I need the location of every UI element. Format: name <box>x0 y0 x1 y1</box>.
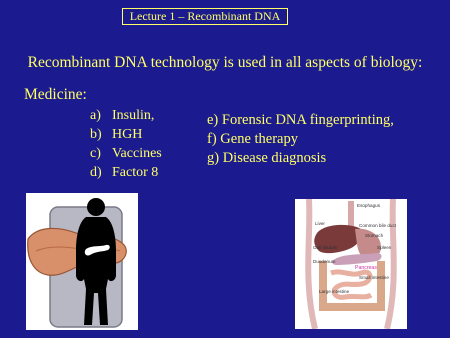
list-item <box>90 163 162 182</box>
list-item-text: Vaccines <box>112 146 162 161</box>
list-marker: a) <box>90 108 101 123</box>
list-item: e) Forensic DNA fingerprinting, <box>207 112 394 128</box>
list-item-text: Insulin, <box>112 108 155 123</box>
list-item <box>90 106 162 125</box>
label-duodenum: Duodenum <box>313 259 336 264</box>
label-common-bile-duct: Common bile duct <box>359 223 397 228</box>
lecture-title: Lecture 1 – Recombinant DNA <box>129 9 281 23</box>
list-item-text: Factor 8 <box>112 165 159 180</box>
digestive-anatomy-illustration <box>295 199 407 329</box>
esophagus-shape <box>348 201 354 227</box>
slide-headline: Recombinant DNA technology is used in all aspects of biology: <box>27 54 423 71</box>
label-small-intestine: Small intestine <box>359 275 389 280</box>
list-item <box>90 144 162 163</box>
label-stomach: Stomach <box>365 233 384 238</box>
applications-list-left <box>90 106 162 182</box>
applications-list-right <box>207 111 394 168</box>
list-item: g) Disease diagnosis <box>207 150 327 166</box>
list-item: f) Gene therapy <box>207 131 298 147</box>
list-marker: b) <box>90 127 102 142</box>
pancreas-silhouette-image <box>26 193 138 330</box>
list-item <box>90 125 162 144</box>
label-large-intestine: Large intestine <box>319 289 350 294</box>
label-pancreas: Pancreas <box>355 265 377 271</box>
digestive-anatomy-image <box>295 199 407 329</box>
label-liver: Liver <box>315 221 325 226</box>
pancreas-silhouette-illustration <box>26 193 138 330</box>
section-title: Medicine: <box>24 86 87 103</box>
label-spleen: Spleen <box>377 245 392 250</box>
lecture-title-box <box>122 8 288 25</box>
label-esophagus: Esophagus <box>357 203 380 208</box>
list-marker: d) <box>90 165 102 180</box>
list-item-text: HGH <box>112 127 143 142</box>
list-marker: c) <box>90 146 101 161</box>
label-gall-bladder: Gall bladder <box>313 245 338 250</box>
